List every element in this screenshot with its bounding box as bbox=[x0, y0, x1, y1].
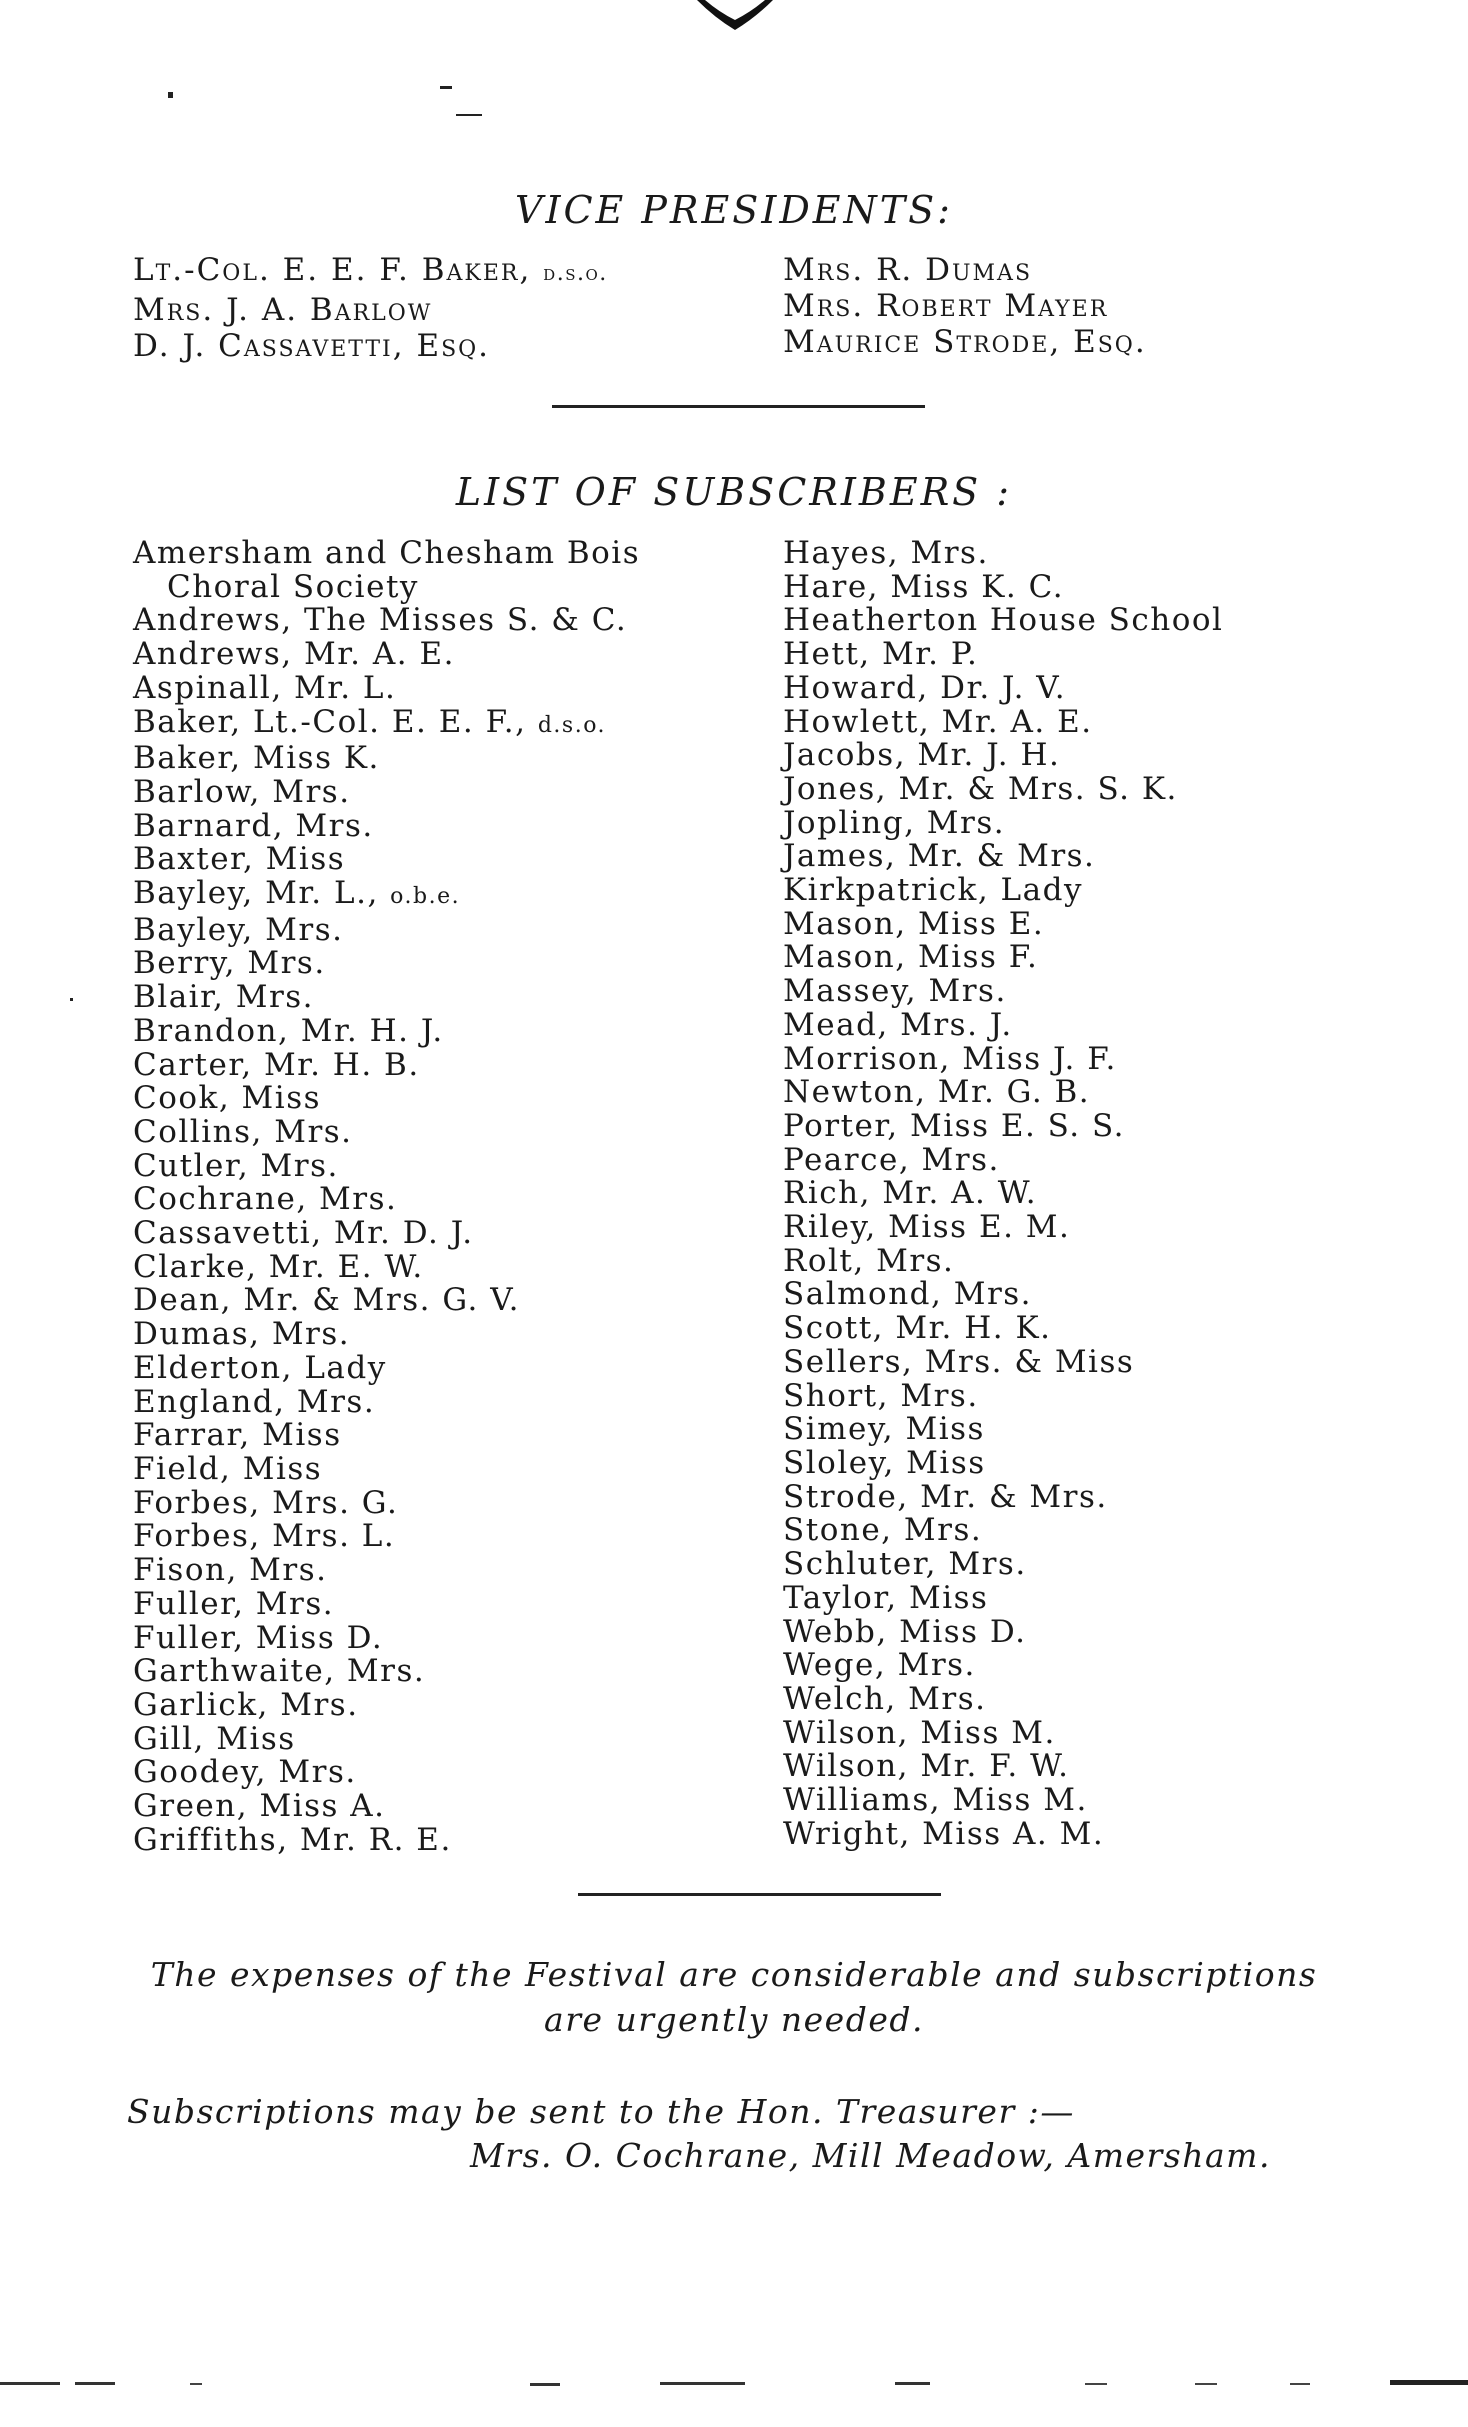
subscriber-entry: Clarke, Mr. E. W. bbox=[133, 1248, 424, 1285]
print-speck bbox=[440, 86, 452, 89]
subscriber-entry: Salmond, Mrs. bbox=[783, 1276, 1033, 1313]
subscribers-left-column bbox=[133, 537, 640, 1857]
subscriber-entry: Forbes, Mrs. G. bbox=[133, 1484, 399, 1521]
subscriber-entry: Baxter, Miss bbox=[133, 841, 346, 878]
subscriber-entry: Williams, Miss M. bbox=[783, 1782, 1088, 1819]
vice-president-name: Lt.-Col. E. E. F. Baker, d.s.o. bbox=[133, 252, 608, 288]
subscriber-entry: Gill, Miss bbox=[133, 1720, 296, 1757]
subscriber-entry: Rolt, Mrs. bbox=[783, 1242, 955, 1279]
subscriber-entry: Strode, Mr. & Mrs. bbox=[783, 1478, 1108, 1515]
subscriber-entry: Taylor, Miss bbox=[783, 1579, 989, 1616]
subscriber-entry: Hare, Miss K. C. bbox=[783, 568, 1065, 605]
subscriber-entry: Brandon, Mr. H. J. bbox=[133, 1012, 444, 1049]
subscriber-entry: Heatherton House School bbox=[783, 602, 1224, 639]
subscriber-entry: Dean, Mr. & Mrs. G. V. bbox=[133, 1282, 521, 1319]
subscriber-entry: Mason, Miss F. bbox=[783, 939, 1039, 976]
subscriber-entry: Choral Society bbox=[167, 568, 419, 605]
subscribers-right-column bbox=[783, 537, 1223, 1851]
vice-presidents-left-column bbox=[133, 252, 608, 364]
appeal-line-2: are urgently needed. bbox=[544, 2000, 924, 2039]
subscriber-entry: Jacobs, Mr. J. H. bbox=[783, 737, 1061, 774]
subscriber-entry: Barnard, Mrs. bbox=[133, 807, 374, 844]
subscriber-entry: Bayley, Mrs. bbox=[133, 911, 344, 948]
subscriber-entry: Morrison, Miss J. F. bbox=[783, 1040, 1117, 1077]
subscriber-entry: Andrews, Mr. A. E. bbox=[133, 636, 455, 673]
appeal-line-1: The expenses of the Festival are considerable and subscriptions bbox=[150, 1955, 1318, 1994]
subscriber-entry: Wilson, Miss M. bbox=[783, 1714, 1056, 1751]
subscriber-entry: Scott, Mr. H. K. bbox=[783, 1310, 1052, 1347]
subscriber-entry: Carter, Mr. H. B. bbox=[133, 1046, 420, 1083]
subscriber-entry: Cassavetti, Mr. D. J. bbox=[133, 1215, 474, 1252]
vice-president-name: D. J. Cassavetti, Esq. bbox=[133, 328, 491, 364]
subscriber-entry: Hayes, Mrs. bbox=[783, 535, 989, 571]
subscriber-entry: Wright, Miss A. M. bbox=[783, 1815, 1105, 1852]
treasurer-line-1: Subscriptions may be sent to the Hon. Treasurer :— bbox=[127, 2092, 1075, 2131]
subscriber-entry: Short, Mrs. bbox=[783, 1377, 979, 1414]
divider bbox=[578, 1893, 941, 1896]
ornament-icon bbox=[695, 0, 775, 34]
subscriber-entry: Green, Miss A. bbox=[133, 1788, 386, 1825]
vice-president-name: Maurice Strode, Esq. bbox=[783, 324, 1147, 360]
subscriber-entry: England, Mrs. bbox=[133, 1383, 376, 1420]
subscriber-entry: Bayley, Mr. L., o.b.e. bbox=[133, 875, 461, 912]
subscriber-entry: Cochrane, Mrs. bbox=[133, 1181, 398, 1218]
subscriber-entry: Webb, Miss D. bbox=[783, 1613, 1027, 1650]
subscriber-entry: Garthwaite, Mrs. bbox=[133, 1653, 426, 1690]
subscriber-entry: Fuller, Miss D. bbox=[133, 1619, 384, 1656]
subscriber-entry: Blair, Mrs. bbox=[133, 979, 315, 1016]
subscriber-entry: Aspinall, Mr. L. bbox=[133, 669, 397, 706]
subscriber-entry: Farrar, Miss bbox=[133, 1417, 342, 1454]
subscriber-entry: Welch, Mrs. bbox=[783, 1680, 987, 1717]
subscriber-entry: Andrews, The Misses S. & C. bbox=[133, 602, 628, 639]
subscriber-entry: Jones, Mr. & Mrs. S. K. bbox=[783, 770, 1178, 807]
vice-presidents-heading: VICE PRESIDENTS: bbox=[515, 188, 953, 232]
subscriber-entry: Griffiths, Mr. R. E. bbox=[133, 1821, 452, 1858]
subscriber-entry: Cook, Miss bbox=[133, 1080, 322, 1117]
subscriber-entry: Stone, Mrs. bbox=[783, 1512, 983, 1549]
subscriber-entry: Baker, Miss K. bbox=[133, 740, 380, 777]
subscriber-entry: Elderton, Lady bbox=[133, 1349, 387, 1386]
subscriber-entry: Simey, Miss bbox=[783, 1411, 985, 1448]
subscriber-entry: Collins, Mrs. bbox=[133, 1113, 353, 1150]
subscriber-entry: Jopling, Mrs. bbox=[783, 804, 1006, 841]
subscriber-entry: Field, Miss bbox=[133, 1450, 323, 1487]
divider bbox=[552, 405, 925, 408]
subscriber-entry: Wege, Mrs. bbox=[783, 1647, 976, 1684]
subscriber-entry: Porter, Miss E. S. S. bbox=[783, 1107, 1125, 1144]
subscriber-entry: Rich, Mr. A. W. bbox=[783, 1175, 1038, 1212]
subscriber-entry: Sloley, Miss bbox=[783, 1444, 986, 1481]
subscriber-entry: Massey, Mrs. bbox=[783, 973, 1007, 1010]
subscribers-heading: LIST OF SUBSCRIBERS : bbox=[455, 470, 1013, 514]
vice-president-name: Mrs. Robert Mayer bbox=[783, 288, 1109, 324]
subscriber-entry: Garlick, Mrs. bbox=[133, 1686, 359, 1723]
vice-presidents-right-column bbox=[783, 252, 1147, 360]
subscriber-entry: Mead, Mrs. J. bbox=[783, 1006, 1013, 1043]
subscriber-entry: Riley, Miss E. M. bbox=[783, 1209, 1071, 1246]
subscriber-entry: Mason, Miss E. bbox=[783, 905, 1045, 942]
subscriber-entry: Hett, Mr. P. bbox=[783, 636, 979, 673]
print-speck bbox=[456, 114, 482, 116]
subscriber-entry: Baker, Lt.-Col. E. E. F., d.s.o. bbox=[133, 703, 607, 740]
vice-president-name: Mrs. J. A. Barlow bbox=[133, 292, 433, 328]
subscriber-entry: Wilson, Mr. F. W. bbox=[783, 1748, 1070, 1785]
treasurer-address: Mrs. O. Cochrane, Mill Meadow, Amersham. bbox=[470, 2136, 1271, 2175]
subscriber-entry: Berry, Mrs. bbox=[133, 945, 326, 982]
footer-scan-marks bbox=[0, 2374, 1468, 2394]
subscriber-entry: Kirkpatrick, Lady bbox=[783, 872, 1083, 909]
subscriber-entry: Pearce, Mrs. bbox=[783, 1141, 1000, 1178]
subscriber-entry: James, Mr. & Mrs. bbox=[783, 838, 1096, 875]
subscriber-entry: Barlow, Mrs. bbox=[133, 773, 351, 810]
subscriber-entry: Schluter, Mrs. bbox=[783, 1546, 1027, 1583]
subscriber-entry: Forbes, Mrs. L. bbox=[133, 1518, 396, 1555]
print-speck bbox=[168, 92, 173, 98]
subscriber-entry: Goodey, Mrs. bbox=[133, 1754, 357, 1791]
subscriber-entry: Sellers, Mrs. & Miss bbox=[783, 1343, 1135, 1380]
subscriber-entry: Cutler, Mrs. bbox=[133, 1147, 339, 1184]
print-speck bbox=[70, 998, 73, 1001]
subscriber-entry: Howlett, Mr. A. E. bbox=[783, 703, 1093, 740]
subscriber-entry: Fison, Mrs. bbox=[133, 1552, 328, 1589]
subscriber-entry: Fuller, Mrs. bbox=[133, 1585, 335, 1622]
subscriber-entry: Howard, Dr. J. V. bbox=[783, 669, 1067, 706]
subscriber-entry: Amersham and Chesham Bois bbox=[133, 535, 641, 571]
subscriber-entry: Dumas, Mrs. bbox=[133, 1316, 351, 1353]
subscriber-entry: Newton, Mr. G. B. bbox=[783, 1074, 1091, 1111]
vice-president-name: Mrs. R. Dumas bbox=[783, 252, 1033, 288]
